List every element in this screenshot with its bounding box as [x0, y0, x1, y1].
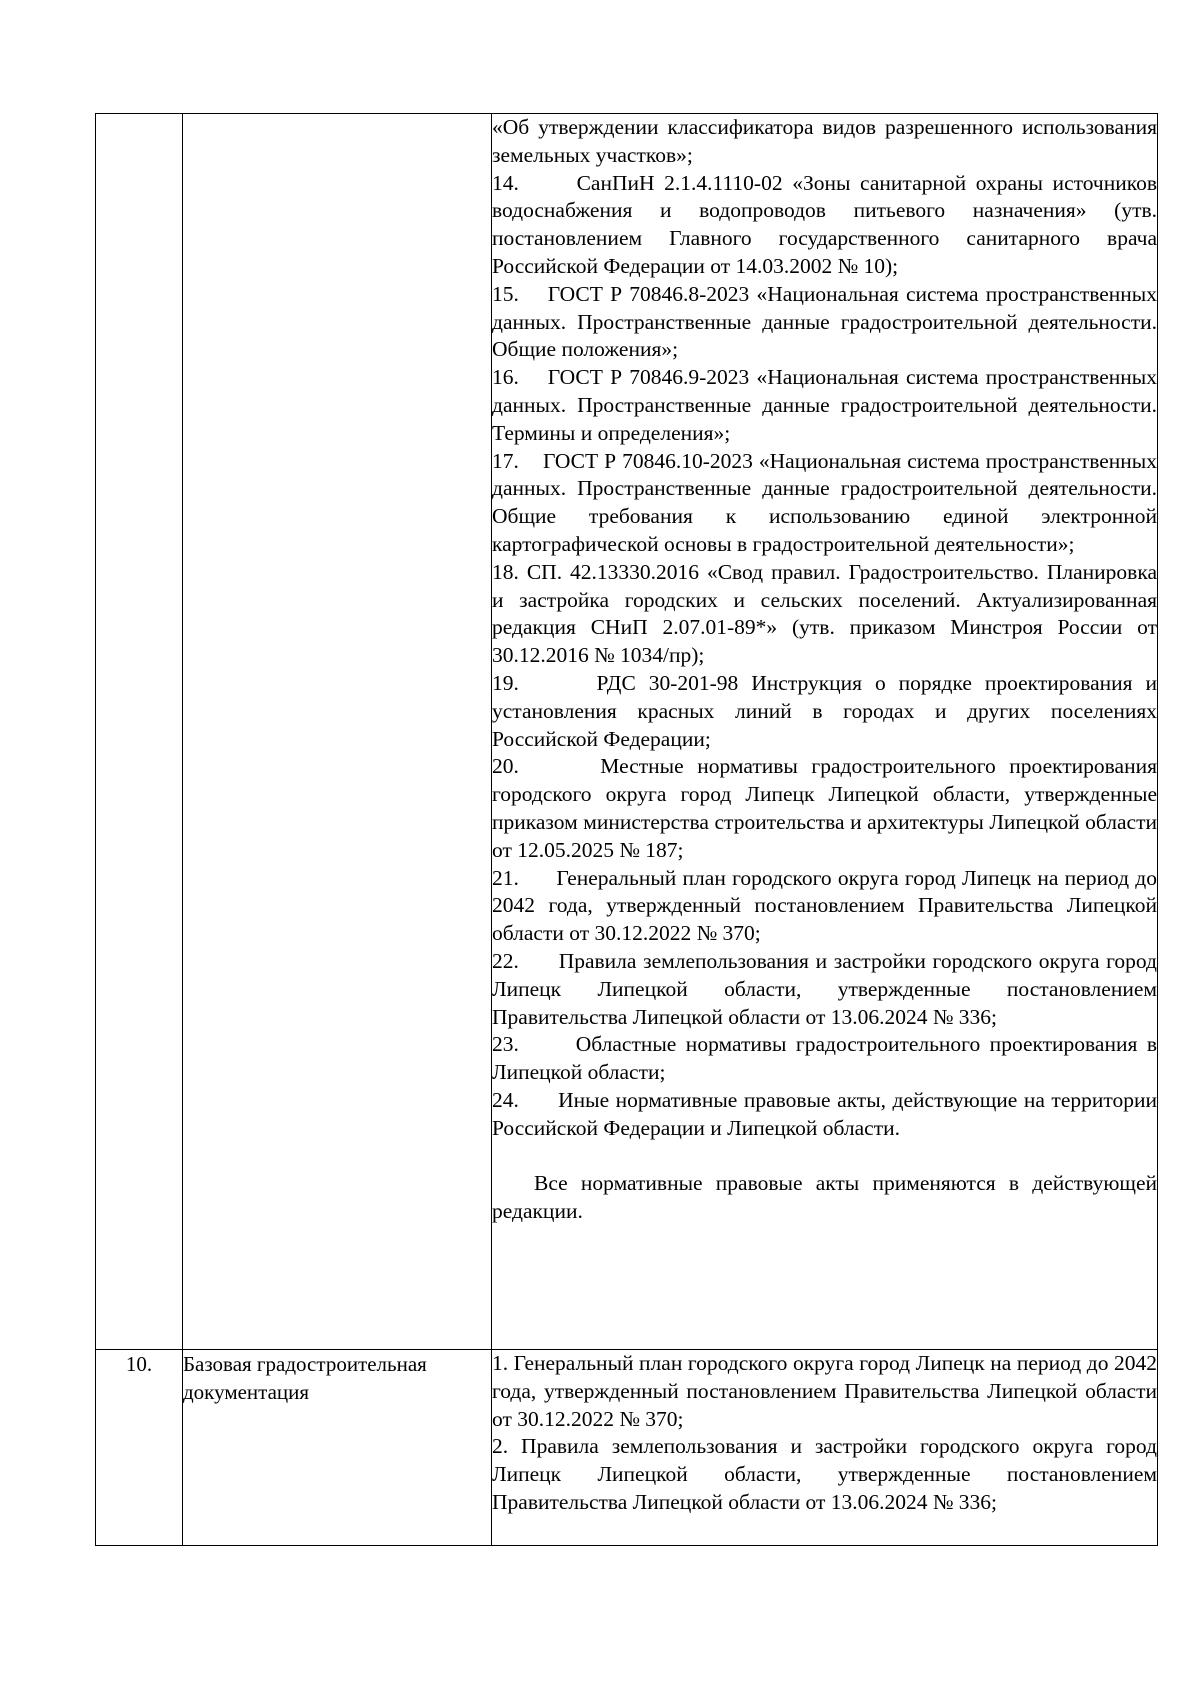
row-number-cell: 10. — [96, 1350, 183, 1546]
list-item: 14. СанПиН 2.1.4.1110-02 «Зоны санитарной охраны источников водоснабжения и водопроводов питьевого назначения» (утв. постановлением Главного государственного санитарного врача Российской Федерации от 14.03.2002 № 10); — [492, 170, 1157, 278]
list-item: 19. РДС 30-201-98 Инструкция о порядке проектирования и установления красных линий в городах и других поселениях Российской Федерации; — [492, 670, 1157, 751]
list-item: 18. СП. 42.13330.2016 «Свод правил. Градостроительство. Планировка и застройка городских и сельских поселений. Актуализированная редакция СНиП 2.07.01-89*» (утв. приказом Минстроя России от 30.12.2016 № 1034/пр); — [492, 559, 1157, 668]
list-item: 2. Правила землепользования и застройки городского округа город Липецк Липецкой области, утвержденные постановлением Правительства Липецкой области от 13.06.2024 № 336; — [492, 1434, 1157, 1514]
row-content-cell — [492, 114, 1158, 1350]
list-item: 24. Иные нормативные правовые акты, действующие на территории Российской Федерации и Липецкой области. — [492, 1087, 1157, 1140]
list-item: 21. Генеральный план городского округа город Липецк на период до 2042 года, утвержденный постановлением Правительства Липецкой области от 30.12.2022 № 370; — [492, 865, 1157, 946]
list-item: 22. Правила землепользования и застройки городского округа город Липецк Липецкой области, утвержденные постановлением Правительства Липецкой области от 13.06.2024 № 336; — [492, 948, 1157, 1029]
row-number-cell — [96, 114, 183, 1350]
spacer — [492, 1142, 1157, 1170]
row-name-cell — [183, 114, 492, 1350]
list-item: «Об утверждении классификатора видов разрешенного использования земельных участков»; — [492, 115, 1157, 167]
list-item: 1. Генеральный план городского округа город Липецк на период до 2042 года, утвержденный постановлением Правительства Липецкой области от 30.12.2022 № 370; — [492, 1351, 1157, 1431]
requirements-table — [95, 113, 1158, 1546]
list-item: 16. ГОСТ Р 70846.9-2023 «Национальная система пространственных данных. Пространственные данные градостроительной деятельности. Термины и определения»; — [492, 365, 1157, 445]
editions-note: Все нормативные правовые акты применяются в действующей редакции. — [492, 1171, 1157, 1224]
list-item: 17. ГОСТ Р 70846.10-2023 «Национальная система пространственных данных. Пространственные данные градостроительной деятельности. Общие требования к использованию единой электронной картографической основы в градостроительной деятельности»; — [492, 448, 1157, 556]
list-item: 15. ГОСТ Р 70846.8-2023 «Национальная система пространственных данных. Пространственные данные градостроительной деятельности. Общие положения»; — [492, 281, 1157, 362]
table-row — [96, 114, 1158, 1350]
list-item: 20. Местные нормативы градостроительного проектирования городского округа город Липецк Липецкой области, утвержденные приказом министерства строительства и архитектуры Липецкой области от 12.05.2025 № 187; — [492, 754, 1157, 862]
table-row — [96, 1350, 1158, 1546]
row-name-cell: Базовая градостроительная документация — [183, 1350, 492, 1546]
row-content-cell — [492, 1350, 1158, 1546]
list-item: 23. Областные нормативы градостроительного проектирования в Липецкой области; — [492, 1032, 1157, 1085]
